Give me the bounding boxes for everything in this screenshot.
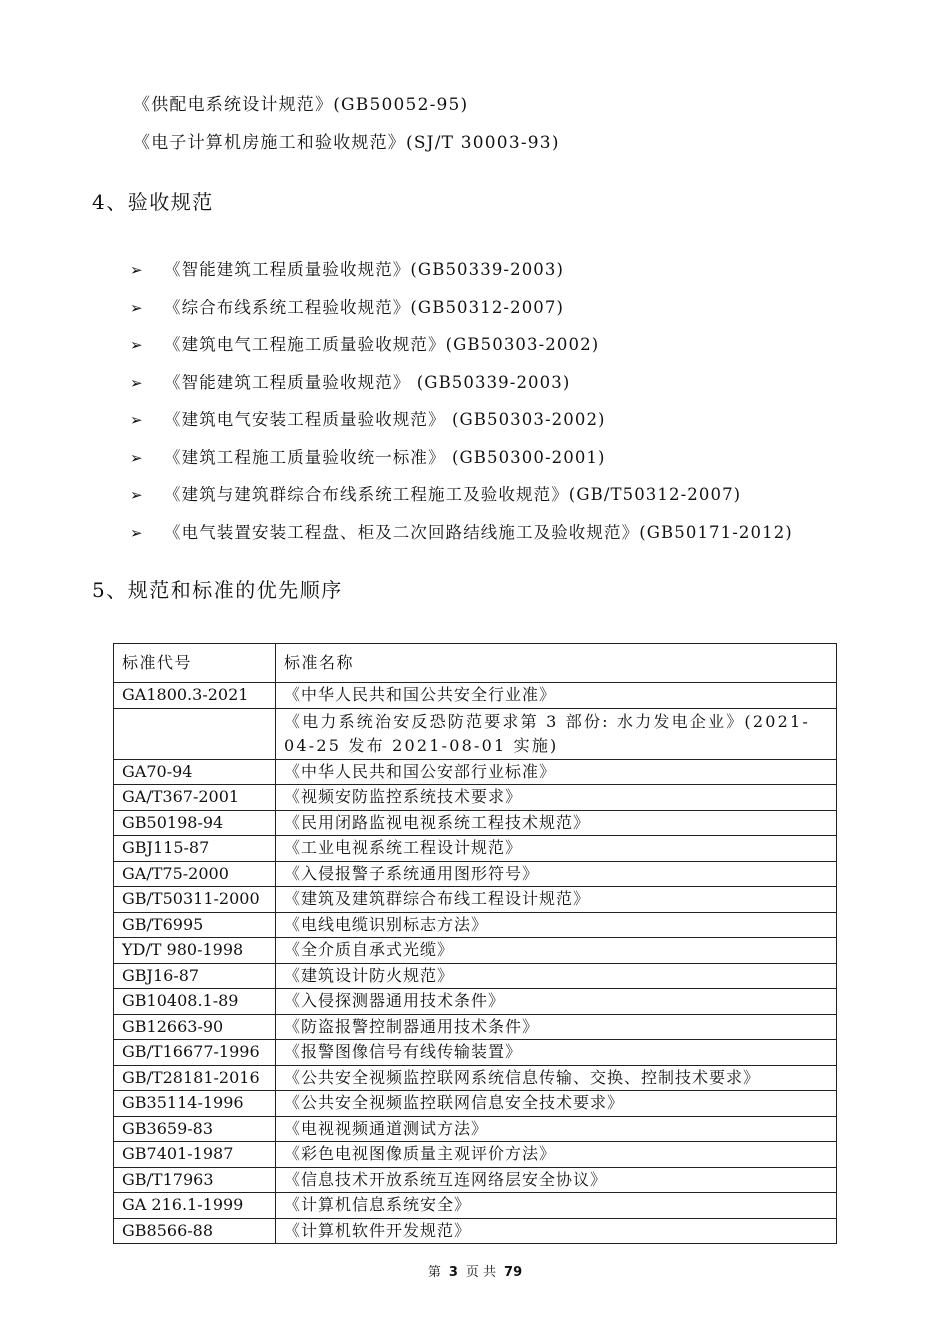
table-row (114, 1218, 837, 1244)
acceptance-spec-text: 《综合布线系统工程验收规范》(GB50312-2007) (164, 297, 565, 317)
standard-code-cell: GA/T367-2001 (114, 785, 276, 811)
standard-code-cell: GA 216.1-1999 (114, 1193, 276, 1219)
section-5-heading: 5、规范和标准的优先顺序 (92, 578, 343, 602)
standard-code-cell: GB10408.1-89 (114, 989, 276, 1015)
standard-name-cell: 《公共安全视频监控联网系统信息传输、交换、控制技术要求》 (276, 1065, 837, 1091)
footer-prefix: 第 (427, 1265, 441, 1280)
standard-code-cell: GBJ115-87 (114, 836, 276, 862)
acceptance-spec-text: 《智能建筑工程质量验收规范》 (GB50339-2003) (164, 372, 571, 392)
standard-code-cell: GB/T50311-2000 (114, 887, 276, 913)
acceptance-spec-text: 《智能建筑工程质量验收规范》(GB50339-2003) (164, 260, 565, 279)
standard-code-cell: GB7401-1987 (114, 1142, 276, 1168)
table-row (114, 708, 837, 759)
table-row (114, 1091, 837, 1117)
table-row (114, 1065, 837, 1091)
standard-code-cell: GA70-94 (114, 759, 276, 785)
standard-name-cell: 《信息技术开放系统互连网络层安全协议》 (276, 1167, 837, 1193)
standard-name-cell: 《建筑及建筑群综合布线工程设计规范》 (276, 887, 837, 913)
table-row (114, 1014, 837, 1040)
header-code: 标准代号 (114, 644, 276, 683)
table-row (114, 759, 837, 785)
standard-code-cell: GB12663-90 (114, 1014, 276, 1040)
standard-code-cell: GB/T16677-1996 (114, 1040, 276, 1066)
standard-name-cell: 《电视视频通道测试方法》 (276, 1116, 837, 1142)
standard-name-cell: 《公共安全视频监控联网信息安全技术要求》 (276, 1091, 837, 1117)
table-row (114, 810, 837, 836)
standard-name-cell: 《报警图像信号有线传输装置》 (276, 1040, 837, 1066)
table-row (114, 836, 837, 862)
arrow-bullet-icon: ➢ (130, 411, 144, 429)
acceptance-spec-item (130, 406, 606, 430)
standard-name-cell: 《全介质自承式光缆》 (276, 938, 837, 964)
acceptance-spec-item (130, 256, 564, 280)
standard-name-cell: 《防盗报警控制器通用技术条件》 (276, 1014, 837, 1040)
table-row (114, 989, 837, 1015)
acceptance-spec-item (130, 519, 793, 543)
footer-mid: 页 共 (465, 1265, 497, 1280)
standard-name-cell: 《彩色电视图像质量主观评价方法》 (276, 1142, 837, 1168)
arrow-bullet-icon: ➢ (130, 261, 144, 279)
table-row (114, 887, 837, 913)
standard-code-cell: GB50198-94 (114, 810, 276, 836)
table-header-row (114, 644, 837, 683)
acceptance-spec-text: 《电气装置安装工程盘、柜及二次回路结线施工及验收规范》(GB50171-2012) (164, 522, 793, 542)
standard-name-cell: 《计算机信息系统安全》 (276, 1193, 837, 1219)
acceptance-spec-item (130, 481, 741, 505)
table-row (114, 1193, 837, 1219)
table-row (114, 683, 837, 709)
standard-name-cell: 《民用闭路监视电视系统工程技术规范》 (276, 810, 837, 836)
standard-code-cell: GB3659-83 (114, 1116, 276, 1142)
standard-code-cell: GA/T75-2000 (114, 861, 276, 887)
standard-code-cell (114, 708, 276, 759)
standard-code-cell: GB/T6995 (114, 912, 276, 938)
table-row (114, 912, 837, 938)
standard-name-cell: 《中华人民共和国公共安全行业准》 (276, 683, 837, 709)
acceptance-spec-text: 《建筑与建筑群综合布线系统工程施工及验收规范》(GB/T50312-2007) (164, 485, 742, 504)
standards-table (113, 643, 837, 1244)
arrow-bullet-icon: ➢ (130, 298, 144, 317)
table-row (114, 861, 837, 887)
acceptance-spec-item (130, 294, 564, 318)
standard-name-cell: 《计算机软件开发规范》 (276, 1218, 837, 1244)
standard-name-cell: 《中华人民共和国公安部行业标准》 (276, 759, 837, 785)
standard-name-cell: 《电线电缆识别标志方法》 (276, 912, 837, 938)
footer-total: 79 (504, 1265, 523, 1280)
arrow-bullet-icon: ➢ (130, 336, 144, 354)
table-row (114, 785, 837, 811)
page-footer (0, 1261, 950, 1280)
standard-code-cell: GB35114-1996 (114, 1091, 276, 1117)
standard-code-cell: GB/T17963 (114, 1167, 276, 1193)
header-name: 标准名称 (276, 644, 837, 683)
standard-code-cell: YD/T 980-1998 (114, 938, 276, 964)
arrow-bullet-icon: ➢ (130, 373, 144, 392)
standard-name-cell: 《建筑设计防火规范》 (276, 963, 837, 989)
table-row (114, 1142, 837, 1168)
reference-line-2: 《电子计算机房施工和验收规范》(SJ/T 30003-93) (133, 133, 560, 153)
standard-name-cell: 《工业电视系统工程设计规范》 (276, 836, 837, 862)
standard-code-cell: GB/T28181-2016 (114, 1065, 276, 1091)
table-row (114, 1167, 837, 1193)
table-row (114, 1040, 837, 1066)
arrow-bullet-icon: ➢ (130, 523, 144, 542)
standard-code-cell: GBJ16-87 (114, 963, 276, 989)
table-row (114, 938, 837, 964)
standard-code-cell: GA1800.3-2021 (114, 683, 276, 709)
standard-name-cell: 《视频安防监控系统技术要求》 (276, 785, 837, 811)
acceptance-spec-text: 《建筑电气安装工程质量验收规范》 (GB50303-2002) (164, 410, 606, 429)
standard-code-cell: GB8566-88 (114, 1218, 276, 1244)
footer-page-number: 3 (448, 1265, 458, 1280)
acceptance-spec-item (130, 444, 606, 468)
section-4-heading: 4、验收规范 (92, 190, 214, 214)
standard-name-cell: 《入侵报警子系统通用图形符号》 (276, 861, 837, 887)
acceptance-spec-text: 《建筑工程施工质量验收统一标准》 (GB50300-2001) (164, 447, 606, 467)
table-row (114, 1116, 837, 1142)
standard-name-cell: 《入侵探测器通用技术条件》 (276, 989, 837, 1015)
reference-line-1: 《供配电系统设计规范》(GB50052-95) (133, 95, 469, 115)
arrow-bullet-icon: ➢ (130, 448, 144, 467)
acceptance-spec-text: 《建筑电气工程施工质量验收规范》(GB50303-2002) (164, 335, 600, 354)
arrow-bullet-icon: ➢ (130, 486, 144, 504)
standard-name-cell: 《电力系统治安反恐防范要求第 3 部份: 水力发电企业》(2021-04-25 发布 2021-08-01 实施) (276, 708, 837, 759)
acceptance-spec-item (130, 331, 599, 355)
acceptance-spec-item (130, 369, 570, 393)
table-row (114, 963, 837, 989)
